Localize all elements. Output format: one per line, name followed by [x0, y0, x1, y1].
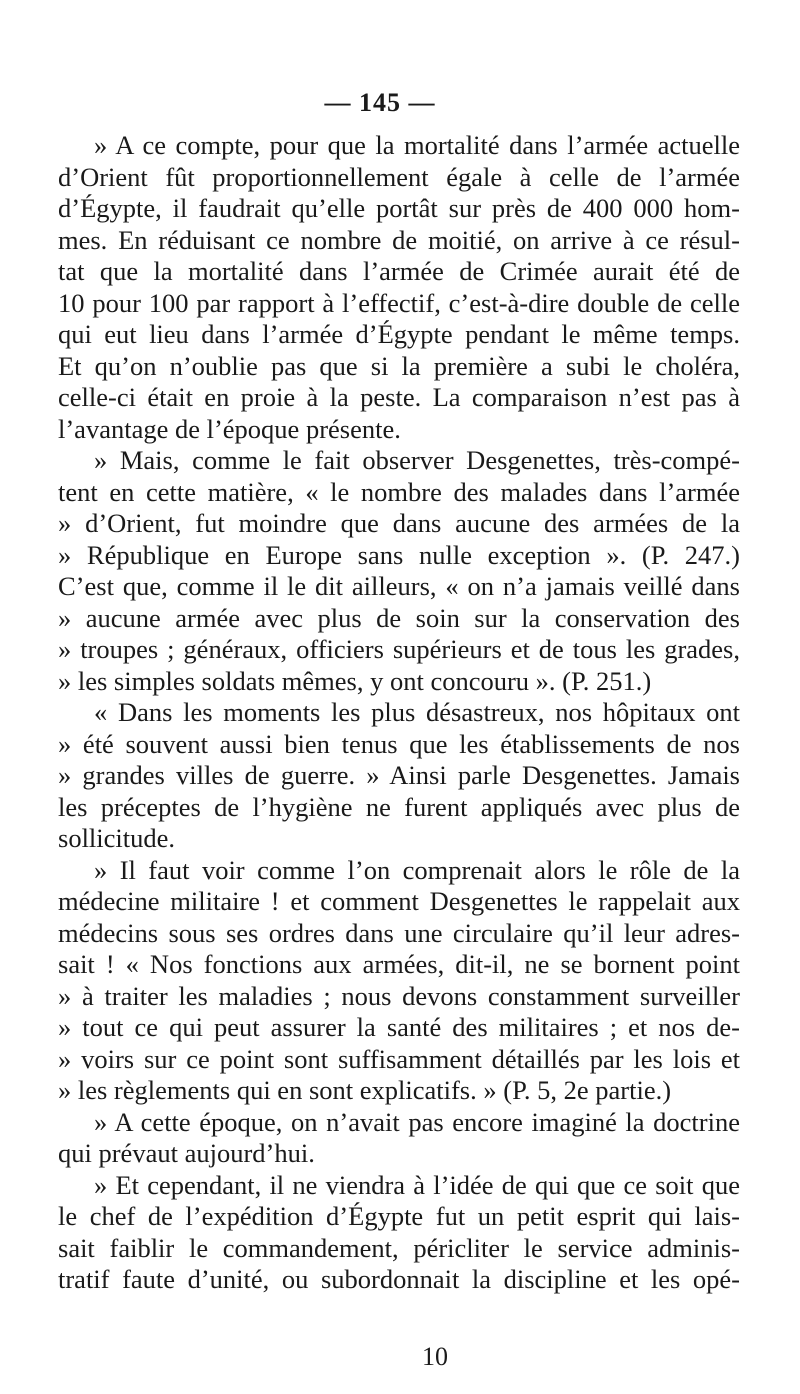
text-line: 10 pour 100 par rapport à l’effectif, c’est-à-dire double de celle — [58, 287, 740, 318]
text-line: tratif faute d’unité, ou subordonnait la discipline et les opé- — [58, 1264, 740, 1294]
text-line: sait ! « Nos fonctions aux armées, dit-il, ne se bornent point — [58, 949, 740, 979]
text-line: les préceptes de l’hygiène ne furent appliqués avec plus de — [58, 791, 740, 822]
signature-number: 10 — [422, 1342, 448, 1371]
text-line: » Mais, comme le fait observer Desgenettes, très-compé- — [94, 445, 740, 475]
text-line: » à traiter les maladies ; nous devons constamment surveiller — [58, 980, 740, 1011]
text-line: » été souvent aussi bien tenus que les établissements de nos — [58, 728, 740, 759]
text-line: » les règlements qui en sont explicatifs. » (P. 5, 2e partie.) — [58, 1075, 672, 1105]
text-line: médecine militaire ! et comment Desgenettes le rappelait aux — [58, 886, 740, 916]
text-line: qui prévaut aujourd’hui. — [58, 1138, 315, 1168]
page-number: — 145 — — [324, 88, 436, 117]
text-line: » Et cependant, il ne viendra à l’idée de qui que ce soit que — [94, 1169, 740, 1200]
text-line: l’avantage de l’époque présente. — [58, 413, 401, 444]
text-line: médecins sous ses ordres dans une circulaire qu’il leur adres- — [58, 917, 740, 948]
text-line: » tout ce qui peut assurer la santé des militaires ; et nos de- — [58, 1012, 740, 1042]
text-line: » A ce compte, pour que la mortalité dans l’armée actuelle — [94, 130, 740, 160]
text-line: » troupes ; généraux, officiers supérieurs et de tous les grades, — [58, 634, 740, 664]
text-line: » A cette époque, on n’avait pas encore imaginé la doctrine — [94, 1106, 740, 1137]
text-line: qui eut lieu dans l’armée d’Égypte pendant le même temps. — [58, 319, 740, 349]
text-line: » Il faut voir comme l’on comprenait alors le rôle de la — [94, 854, 740, 885]
body-text — [58, 130, 740, 1296]
text-line: » aucune armée avec plus de soin sur la conservation des — [58, 602, 740, 633]
text-line: mes. En réduisant ce nombre de moitié, on arrive à ce résul- — [58, 224, 740, 255]
text-line: sollicitude. — [58, 823, 176, 853]
text-line: « Dans les moments les plus désastreux, nos hôpitaux ont — [94, 697, 740, 727]
text-line: C’est que, comme il le dit ailleurs, « on n’a jamais veillé dans — [58, 571, 740, 601]
text-line: d’Égypte, il faudrait qu’elle portât sur près de 400 000 hom- — [58, 193, 740, 223]
text-line: Et qu’on n’oublie pas que si la première a subi le choléra, — [58, 350, 740, 381]
text-line: tent en cette matière, « le nombre des malades dans l’armée — [58, 476, 740, 507]
text-line: » République en Europe sans nulle exception ». (P. 247.) — [58, 539, 740, 570]
text-line: » les simples soldats mêmes, y ont concouru ». (P. 251.) — [58, 665, 652, 696]
text-line: tat que la mortalité dans l’armée de Crimée aurait été de — [58, 256, 740, 286]
text-line: celle-ci était en proie à la peste. La comparaison n’est pas à — [58, 382, 740, 412]
text-line: sait faiblir le commandement, péricliter le service adminis- — [58, 1232, 740, 1263]
text-line: le chef de l’expédition d’Égypte fut un petit esprit qui lais- — [58, 1201, 740, 1231]
text-line: » d’Orient, fut moindre que dans aucune des armées de la — [58, 508, 740, 538]
text-line: » grandes villes de guerre. » Ainsi parle Desgenettes. Jamais — [58, 760, 740, 790]
signature-mark — [0, 1342, 800, 1372]
text-line: » voirs sur ce point sont suffisamment détaillés par les lois et — [58, 1043, 740, 1074]
text-line: d’Orient fût proportionnellement égale à celle de l’armée — [58, 161, 740, 192]
